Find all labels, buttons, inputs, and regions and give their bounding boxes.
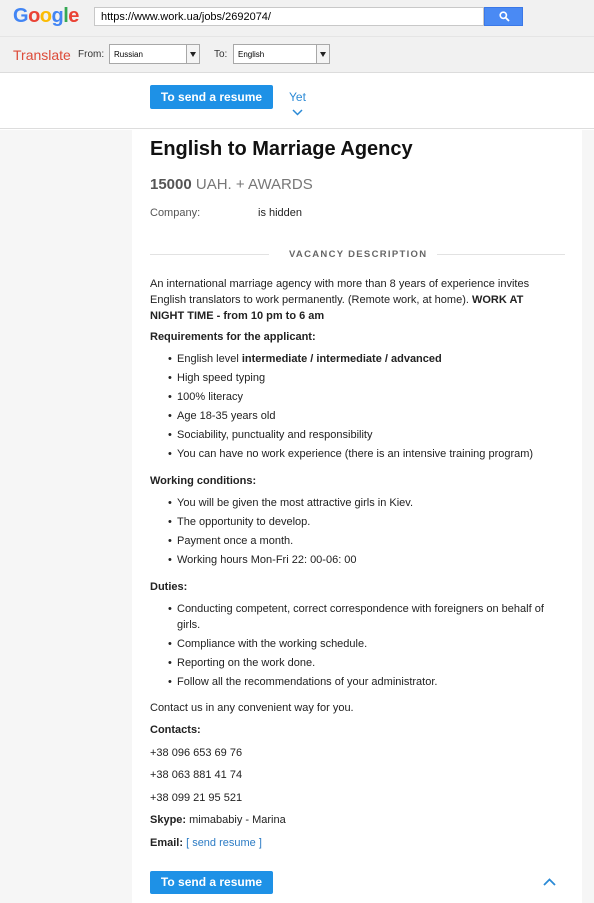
to-language-value: English: [238, 50, 265, 59]
logo-letter: G: [13, 5, 29, 27]
list-item: • Conducting competent, correct correspondence with foreigners on behalf of girls.: [168, 601, 558, 633]
email-bracket: [: [183, 837, 193, 849]
dropdown-arrow-icon: [186, 45, 199, 63]
contact-line: Contact us in any convenient way for you.: [150, 702, 354, 714]
to-label: To:: [214, 49, 228, 60]
logo-letter: g: [51, 5, 64, 27]
intro-bold: WORK AT NIGHT TIME - from 10 pm to 6 am: [150, 294, 524, 322]
search-button[interactable]: [484, 7, 523, 26]
conditions-list: [168, 495, 568, 571]
logo-letter: o: [39, 5, 52, 27]
dropdown-arrow-icon: [316, 45, 329, 63]
chevron-down-icon[interactable]: [292, 109, 303, 116]
req-text: English level: [177, 353, 242, 365]
phone-2: +38 063 881 41 74: [150, 769, 243, 781]
divider-line: [437, 254, 565, 255]
salary-amount: 15000: [150, 176, 192, 193]
list-item: • Working hours Mon-Fri 22: 00-06: 00: [168, 552, 568, 568]
from-language-select[interactable]: [109, 44, 200, 64]
requirements-list: [168, 351, 568, 465]
salary-rest: UAH. + AWARDS: [191, 176, 313, 193]
translate-title: Translate: [13, 47, 71, 63]
section-title: VACANCY DESCRIPTION: [289, 249, 428, 260]
yet-link[interactable]: Yet: [289, 90, 306, 104]
company-value: is hidden: [258, 207, 303, 219]
section-divider: [150, 246, 565, 262]
translate-bar: [0, 37, 594, 73]
list-item: • Age 18-35 years old: [168, 408, 568, 424]
list-item: • Payment once a month.: [168, 533, 568, 549]
requirements-title: Requirements for the applicant:: [150, 331, 316, 343]
list-item: • Sociability, punctuality and responsibility: [168, 427, 568, 443]
phone-1: +38 096 653 69 76: [150, 747, 243, 759]
send-resume-link[interactable]: send resume: [192, 837, 256, 849]
conditions-title: Working conditions:: [150, 475, 257, 487]
logo-letter: l: [63, 5, 69, 27]
phone-3: +38 099 21 95 521: [150, 792, 243, 804]
skype: [150, 812, 286, 828]
skype-value: mimababiy - Marina: [186, 814, 286, 826]
list-item: • The opportunity to develop.: [168, 514, 568, 530]
job-title: English to Marriage Agency: [150, 138, 413, 160]
from-language-value: Russian: [114, 50, 143, 59]
contacts-title: Contacts:: [150, 724, 201, 736]
left-margin: [0, 130, 132, 903]
list-item: • 100% literacy: [168, 389, 568, 405]
list-item: [168, 351, 568, 367]
list-item: • Reporting on the work done.: [168, 655, 558, 671]
company-label: Company:: [150, 207, 201, 219]
google-logo[interactable]: [13, 5, 79, 28]
duties-title: Duties:: [150, 581, 188, 593]
list-item: • High speed typing: [168, 370, 568, 386]
search-icon: [499, 11, 510, 22]
req-bold: intermediate / intermediate / advanced: [241, 353, 442, 365]
send-resume-button-top[interactable]: To send a resume: [150, 85, 273, 109]
chevron-up-icon[interactable]: [543, 878, 556, 886]
duties-list: [168, 601, 558, 693]
logo-letter: e: [68, 5, 79, 27]
url-input[interactable]: [94, 7, 484, 26]
action-bar: [0, 74, 594, 129]
right-margin: [582, 130, 594, 903]
email-bracket: ]: [255, 837, 262, 849]
intro-plain: An international marriage agency with more than 8 years of experience invites English translators to work permanently. (Remote work, at home).: [150, 278, 530, 306]
to-language-select[interactable]: [233, 44, 330, 64]
logo-letter: o: [28, 5, 40, 27]
intro-text: [150, 276, 550, 324]
list-item: • Compliance with the working schedule.: [168, 636, 558, 652]
email: [150, 835, 262, 851]
list-item: • You will be given the most attractive girls in Kiev.: [168, 495, 568, 511]
google-bar: [0, 0, 594, 37]
salary: [150, 177, 313, 193]
list-item: • You can have no work experience (there is an intensive training program): [168, 446, 568, 462]
skype-label: Skype:: [150, 814, 187, 826]
list-item: • Follow all the recommendations of your administrator.: [168, 674, 558, 690]
email-label: Email:: [150, 837, 184, 849]
divider-line: [150, 254, 269, 255]
from-label: From:: [78, 49, 105, 60]
send-resume-button-bottom[interactable]: To send a resume: [150, 871, 273, 894]
